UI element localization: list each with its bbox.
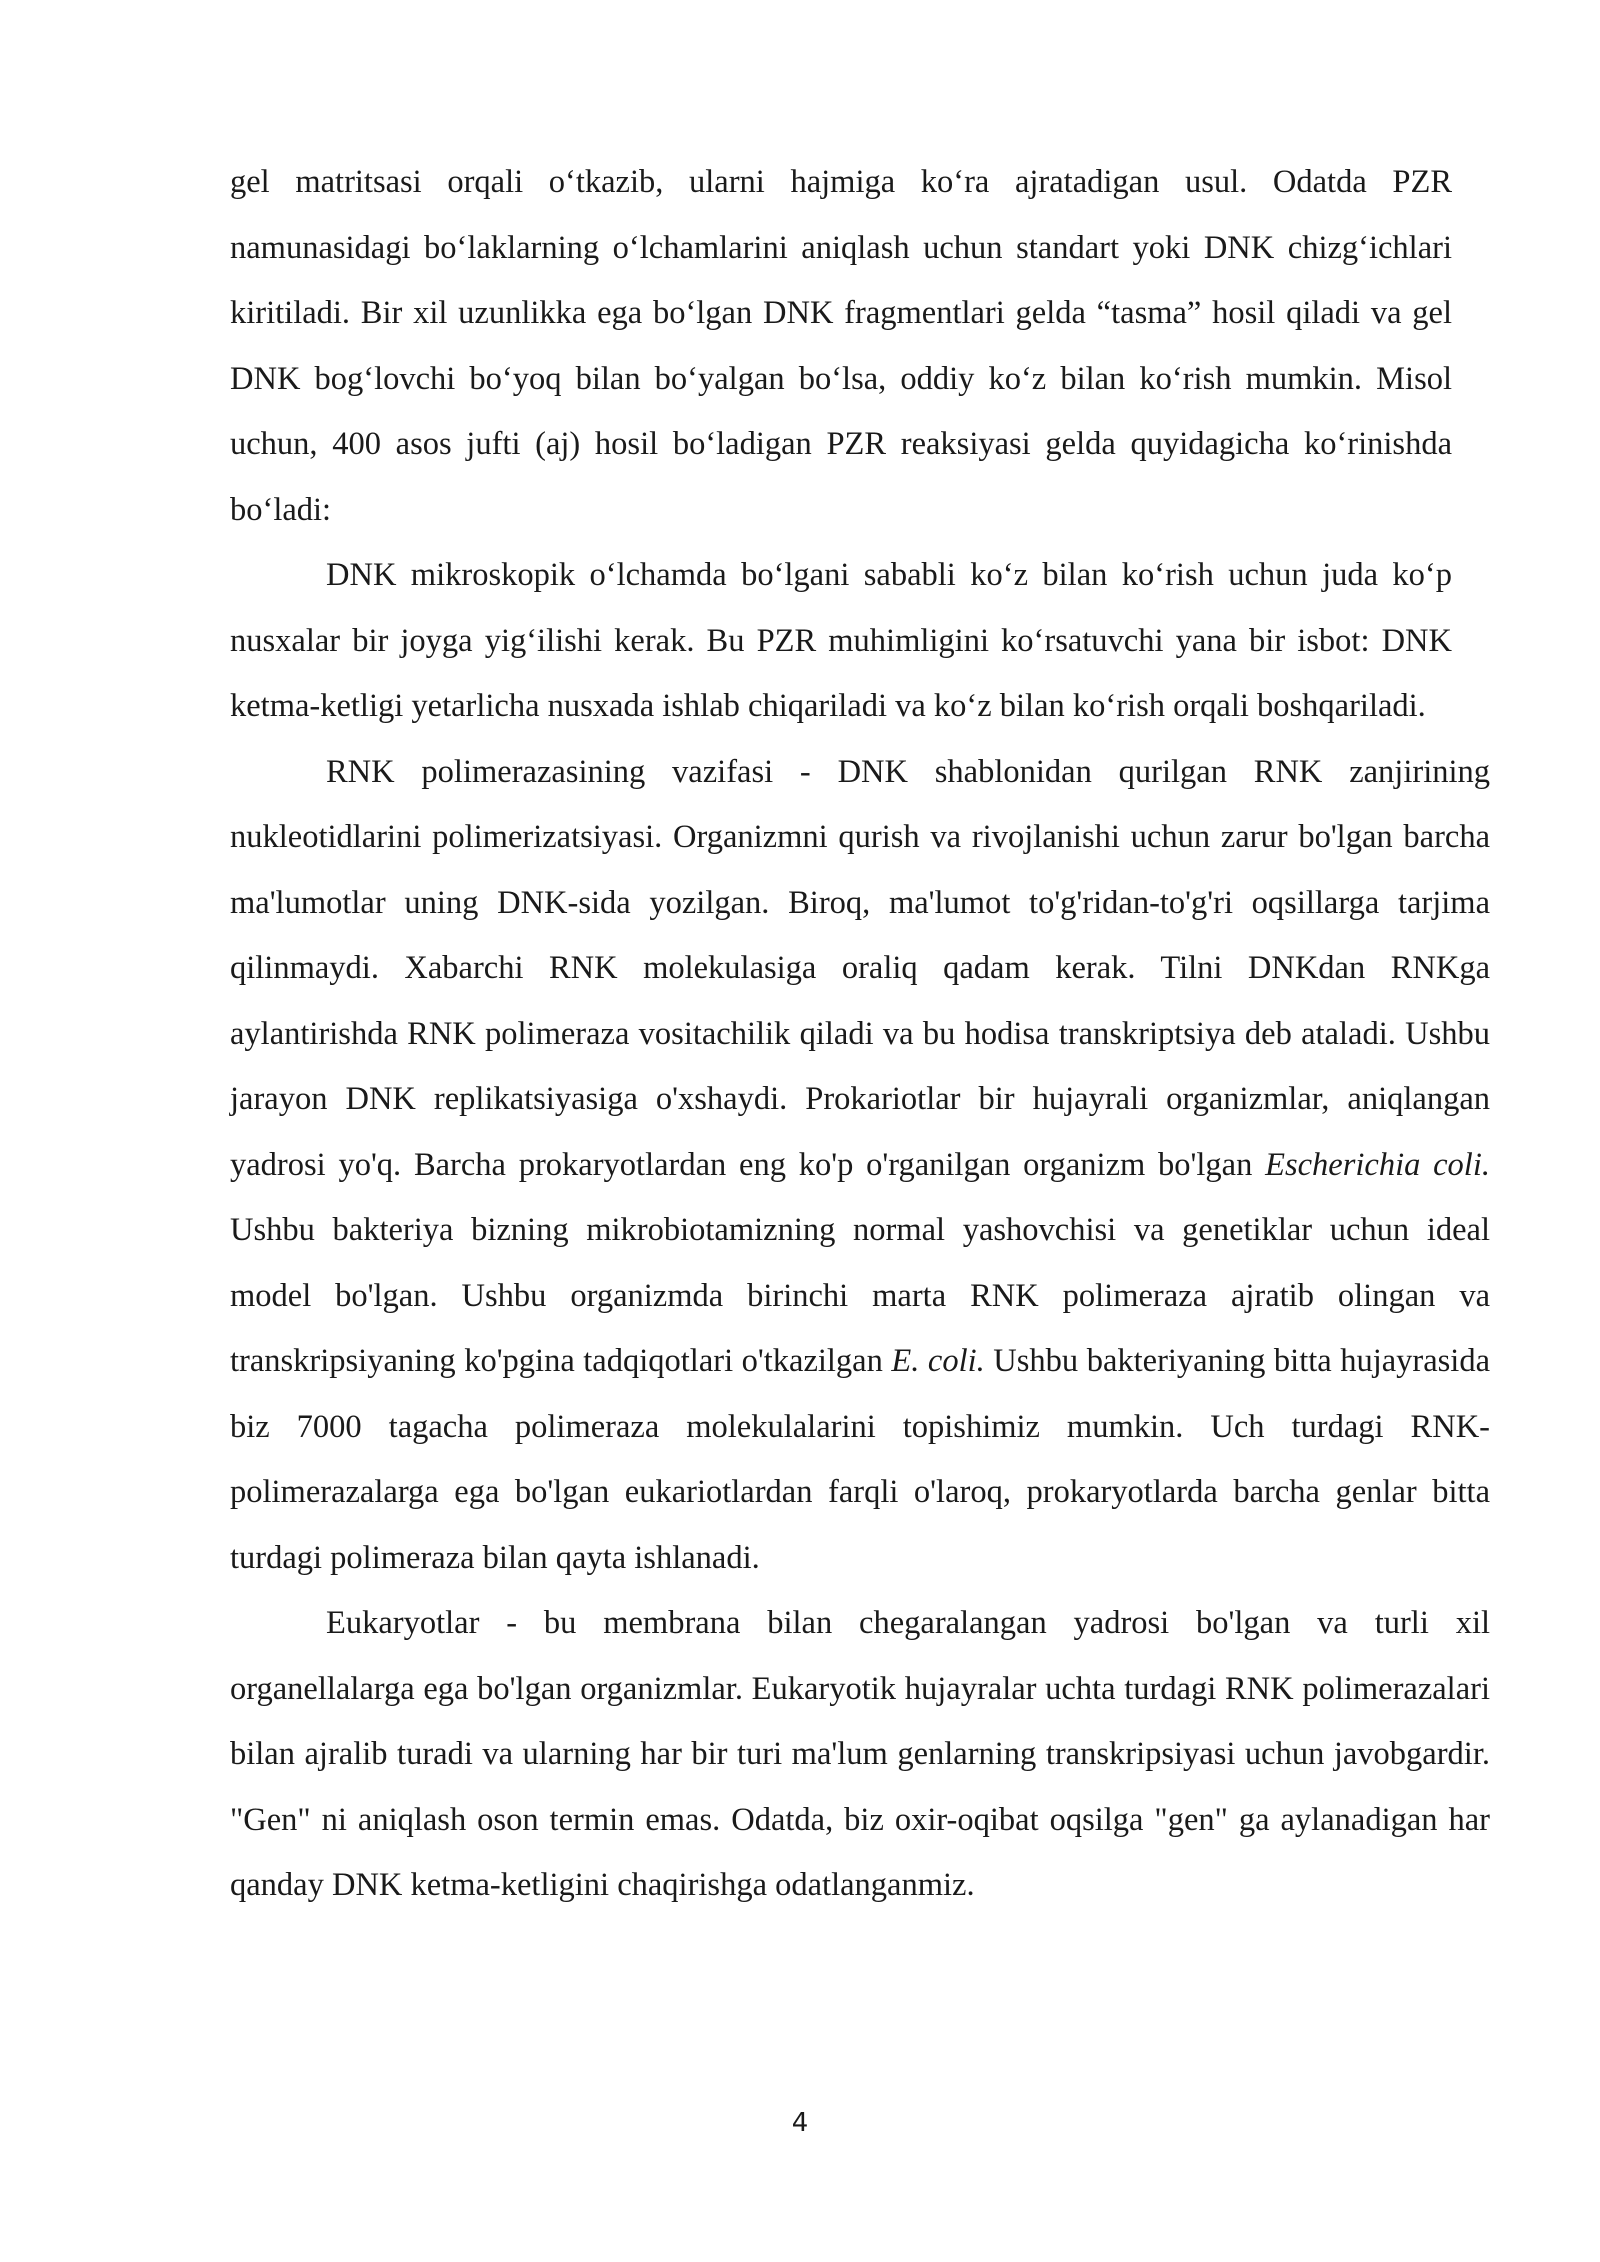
paragraph-3-part-2: Ushbu bakteriya bizning mikrobiotamizning normal yashovchisi va genetiklar uchun ideal model bo'lgan. Ushbu organizmda birinchi marta RNK polimeraza ajratib olingan va transkripsiyaning ko'pgina tadqiqotlari o'tkazilgan <box>230 1212 1490 1379</box>
paragraph-3-part-1: RNK polimerazasining vazifasi - DNK shablonidan qurilgan RNK zanjirining nukleotidlarini polimerizatsiyasi. Organizmni qurish va rivojlanishi uchun zarur bo'lgan barcha ma'lumotlar uning DNK-sida yozilgan. Biroq, ma'lumot to'g'ridan-to'g'ri oqsillarga tarjima qilinmaydi. Xabarchi RNK molekulasiga oraliq qadam kerak. Tilni DNKdan RNKga aylantirishda RNK polimeraza vositachilik qiladi va bu hodisa transkriptsiya deb ataladi. Ushbu jarayon DNK replikatsiyasiga o'xshaydi. Prokariotlar bir hujayrali organizmlar, aniqlangan yadrosi yo'q. Barcha prokaryotlardan eng ko'p o'rganilgan organizm bo'lgan <box>230 753 1490 1183</box>
paragraph-2: DNK mikroskopik oʻlchamda boʻlgani sababli koʻz bilan koʻrish uchun juda koʻp nusxalar bir joyga yigʻilishi kerak. Bu PZR muhimligini koʻrsatuvchi yana bir isbot: DNK ketma-ketligi yetarlicha nusxada ishlab chiqariladi va koʻz bilan koʻrish orqali boshqariladi. <box>230 557 1452 724</box>
paragraph-3-part-3: Ushbu bakteriyaning bitta hujayrasida biz 7000 tagacha polimeraza molekulalarini topishimiz mumkin. Uch turdagi RNK-polimerazalarga ega bo'lgan eukariotlardan farqli o'laroq, prokaryotlarda barcha genlar bitta turdagi polimeraza bilan qayta ishlanadi. <box>230 1343 1491 1576</box>
paragraph-4: Eukaryotlar - bu membrana bilan chegaralangan yadrosi bo'lgan va turli xil organellalarga ega bo'lgan organizmlar. Eukaryotik hujayralar uchta turdagi RNK polimerazalari bilan ajralib turadi va ularning har bir turi ma'lum genlarning transkripsiyasi uchun javobgardir. "Gen" ni aniqlash oson termin emas. Odatda, biz oxir-oqibat oqsilga "gen" ga aylanadigan har qanday DNK ketma-ketligini chaqirishga odatlanganmiz. <box>230 1605 1490 1903</box>
species-name-e-coli: E. coli. <box>891 1343 985 1379</box>
page-number: 4 <box>791 2108 809 2138</box>
species-name-escherichia-coli: Escherichia coli. <box>1265 1146 1490 1183</box>
paragraph-1: gel matritsasi orqali oʻtkazib, ularni hajmiga koʻra ajratadigan usul. Odatda PZR namunasidagi boʻlaklarning oʻlchamlarini aniqlash uchun standart yoki DNK chizgʻichlari kiritiladi. Bir xil uzunlikka ega boʻlgan DNK fragmentlari gelda “tasma” hosil qiladi va gel DNK bogʻlovchi boʻyoq bilan boʻyalgan boʻlsa, oddiy koʻz bilan koʻrish mumkin. Misol uchun, 400 asos jufti (aj) hosil boʻladigan PZR reaksiyasi gelda quyidagicha koʻrinishda boʻladi: <box>230 164 1452 528</box>
paragraph-3 <box>230 740 1490 1592</box>
body-text <box>230 150 1490 1919</box>
